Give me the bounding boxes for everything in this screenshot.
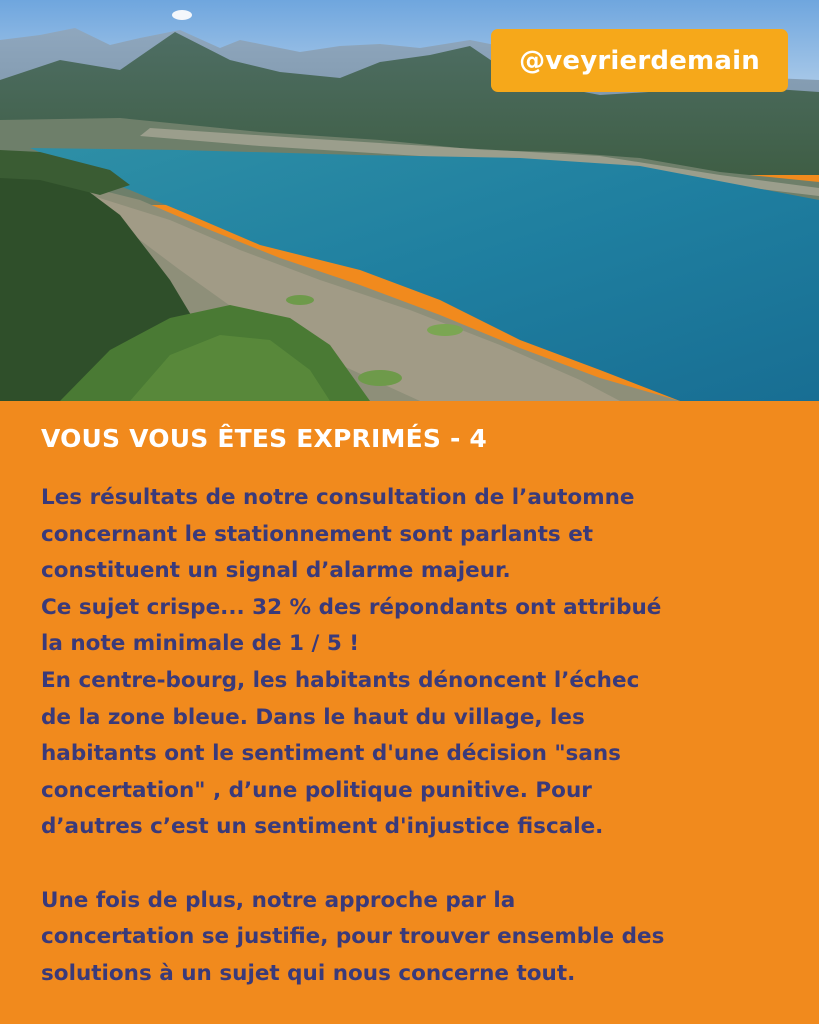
body-line: de la zone bleue. Dans le haut du village, les: [41, 704, 585, 730]
body-line: d’autres c’est un sentiment d'injustice fiscale.: [41, 814, 604, 840]
handle-text: @veyrierdemain: [519, 45, 760, 76]
body-line: constituent un signal d’alarme majeur.: [41, 558, 511, 584]
post-body: [41, 480, 811, 992]
body-line: habitants ont le sentiment d'une décision "sans: [41, 741, 621, 767]
body-line: solutions à un sujet qui nous concerne tout.: [41, 960, 576, 986]
body-line: Une fois de plus, notre approche par la: [41, 887, 516, 913]
post-title: VOUS VOUS ÊTES EXPRIMÉS - 4: [41, 424, 488, 453]
body-line: concertation se justifie, pour trouver ensemble des: [41, 924, 665, 950]
body-line: la note minimale de 1 / 5 !: [41, 631, 360, 657]
paragraph-gap: [41, 846, 811, 883]
instagram-handle-badge: [491, 29, 788, 92]
body-line: Les résultats de notre consultation de l’automne: [41, 485, 635, 510]
body-line: En centre-bourg, les habitants dénoncent l’échec: [41, 667, 640, 693]
body-line: concertation" , d’une politique punitive. Pour: [41, 777, 592, 803]
body-line: Ce sujet crispe... 32 % des répondants ont attribué: [41, 594, 662, 620]
body-line: concernant le stationnement sont parlants et: [41, 521, 594, 547]
